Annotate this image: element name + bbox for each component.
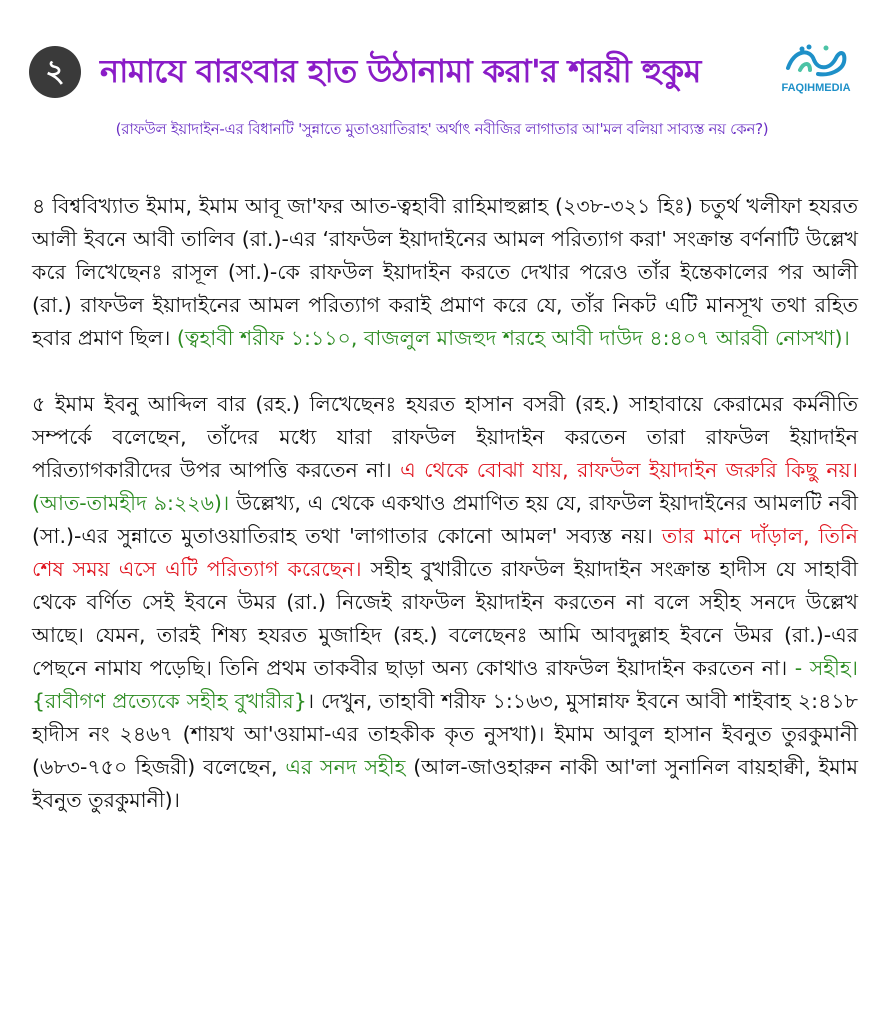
highlight-sanad-sahih: এর সনদ সহীহ xyxy=(285,755,406,779)
citation-tahawi: (ত্বহাবী শরীফ ১:১১০, বাজলুল মাজহুদ শরহে আবী দাউদ ৪:৪০৭ আরবী নোসখা)। xyxy=(176,326,850,350)
paragraph-4 xyxy=(32,190,858,355)
paragraph-5-note: উল্লেখ্য, এ থেকে একথাও প্রমাণিত হয় যে, রাফউল ইয়াদাইনের আমলটি নবী (সা.)-এর সুন্নাতে মুতাওয়াতিরাহ তথা 'লাগাতার কোনো আমল' সব্যস্ত নয়। xyxy=(32,491,858,548)
citation-sahih: - সহীহ। {রাবীগণ প্রত্যেকে সহীহ বুখারীর} xyxy=(32,656,858,713)
citation-jawharun-naqi: (আল-জাওহারুন নাকী আ'লা সুনানিল বায়হাক্বী, ইমাম ইবনুত তুরকুমানী)। xyxy=(32,755,858,812)
logo-text: FAQIHMEDIA xyxy=(781,82,851,94)
paragraph-4-text: ৪ বিশ্ববিখ্যাত ইমাম, ইমাম আবূ জা'ফর আত-ত্বহাবী রাহিমাহুল্লাহ (২৩৮-৩২১ হিঃ) চতুর্থ খলীফা হযরত আলী ইবনে আবী তালিব (রা.)-এর ‘রাফউল ইয়াদাইনের আমল পরিত্যাগ করা' সংক্রান্ত বর্ণনাটি উল্লেখ করে লিখেছেনঃ রাসূল (সা.)-কে রাফউল ইয়াদাইন করতে দেখার পরেও তাঁর ইন্তেকালের পর আলী (রা.) রাফউল ইয়াদাইনের আমল পরিত্যাগ করাই প্রমাণ করে যে, তাঁর নিকট এটি মানসূখ তথা রহিত হবার প্রমাণ ছিল। xyxy=(32,194,858,350)
faqihmedia-logo xyxy=(772,40,860,94)
paragraph-5-text: ৫ ইমাম ইবনু আব্দিল বার (রহ.) লিখেছেনঃ হযরত হাসান বসরী (রহ.) সাহাবায়ে কেরামের কর্মনীতি সম্পর্কে বলেছেন, তাঁদের মধ্যে যারা রাফউল ইয়াদাইন করতেন তারা রাফউল ইয়াদাইন পরিত্যাগকারীদের উপর আপত্তি করতেন না। xyxy=(32,392,858,482)
paragraph-5-references: । দেখুন, তাহাবী শরীফ ১:১৬৩, মুসান্নাফ ইবনে আবী শাইবাহ ২:৪১৮ হাদীস নং ২৪৬৭ (শায়খ আ'ওয়ামা-এর তাহকীক কৃত নুসখা)। ইমাম আবুল হাসান ইবনুত তুরকুমানী (৬৮৩-৭৫০ হিজরী) বলেছেন, xyxy=(32,689,858,779)
calligraphy-logo-icon xyxy=(780,40,852,80)
page-title: নামাযে বারংবার হাত উঠানামা করা'র শরয়ী হুকুম xyxy=(100,52,701,90)
paragraph-5-bukhari: সহীহ বুখারীতে রাফউল ইয়াদাইন সংক্রান্ত হাদীস যে সাহাবী থেকে বর্ণিত সেই ইবনে উমর (রা.) নিজেই রাফউল ইয়াদাইন করতেন না বলে সহীহ সনদে উল্লেখ আছে। যেমন, তারই শিষ্য হযরত মুজাহিদ (রহ.) বলেছেনঃ আমি আবদুল্লাহ ইবনে উমর (রা.)-এর পেছনে নামায পড়েছি। তিনি প্রথম তাকবীর ছাড়া অন্য কোথাও রাফউল ইয়াদাইন করতেন না। xyxy=(32,557,858,680)
page-number-badge: ২ xyxy=(29,46,81,98)
highlight-not-required: এ থেকে বোঝা যায়, রাফউল ইয়াদাইন জরুরি কিছু নয়। xyxy=(400,458,858,482)
subtitle: (রাফউল ইয়াদাইন-এর বিধানটি 'সুন্নাতে মুতাওয়াতিরাহ' অর্থাৎ নবীজির লাগাতার আ'মল বলিয়া সাব্যস্ত নয় কেন?) xyxy=(115,120,769,138)
article-body xyxy=(32,190,858,850)
citation-tamhid: (আত-তামহীদ ৯:২২৬)। xyxy=(32,491,230,515)
paragraph-5 xyxy=(32,388,858,817)
highlight-abandoned: তার মানে দাঁড়াল, তিনি শেষ সময় এসে এটি পরিত্যাগ করেছেন। xyxy=(32,524,858,581)
